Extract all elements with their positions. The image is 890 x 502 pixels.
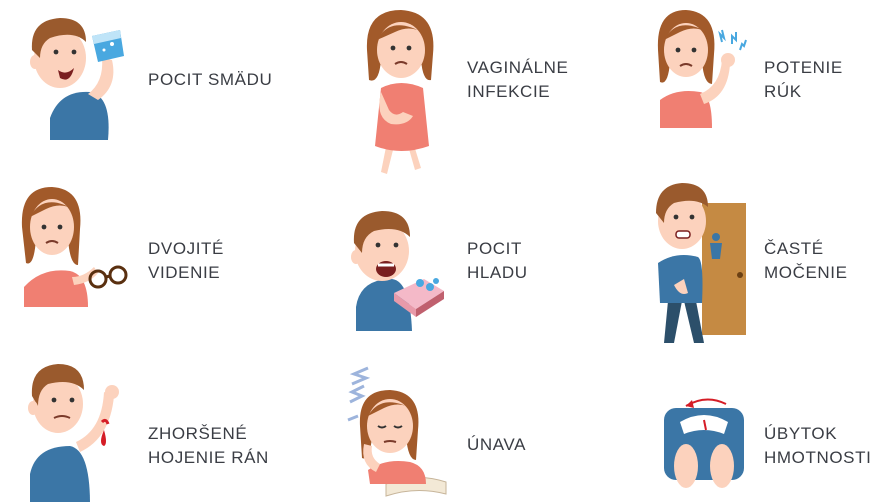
- symptom-label: VAGINÁLNE INFEKCIE: [467, 58, 569, 101]
- symptom-label: ČASTÉ MOČENIE: [764, 239, 848, 282]
- symptom-sweaty-hands: [592, 0, 888, 167]
- symptom-label: ÚBYTOK HMOTNOSTI: [764, 424, 872, 467]
- weighing-scale-icon: [662, 334, 797, 501]
- symptom-wound-healing: [0, 334, 296, 501]
- symptom-label: POCIT SMÄDU: [148, 70, 273, 89]
- symptom-label: ZHORŠENÉ HOJENIE RÁN: [148, 424, 269, 467]
- man-eating-cake-icon: [346, 167, 481, 334]
- tired-woman-icon: [346, 334, 481, 501]
- symptom-thirst: [0, 0, 296, 167]
- symptom-label: POTENIE RÚK: [764, 58, 843, 101]
- symptom-vaginal-infection: [296, 0, 592, 167]
- woman-with-glasses-icon: [18, 167, 153, 334]
- symptom-weight-loss: [592, 334, 888, 501]
- symptom-label: ÚNAVA: [467, 435, 527, 454]
- drinking-man-icon: [0, 0, 135, 167]
- woman-holding-belly-icon: [351, 0, 486, 167]
- symptom-hunger: [296, 167, 592, 334]
- symptom-double-vision: [0, 167, 296, 334]
- symptom-label: POCIT HLADU: [467, 239, 528, 282]
- symptom-frequent-urination: [592, 167, 888, 334]
- symptom-fatigue: [296, 334, 592, 501]
- symptom-label: DVOJITÉ VIDENIE: [148, 239, 224, 282]
- man-with-bleeding-arm-icon: [20, 334, 155, 501]
